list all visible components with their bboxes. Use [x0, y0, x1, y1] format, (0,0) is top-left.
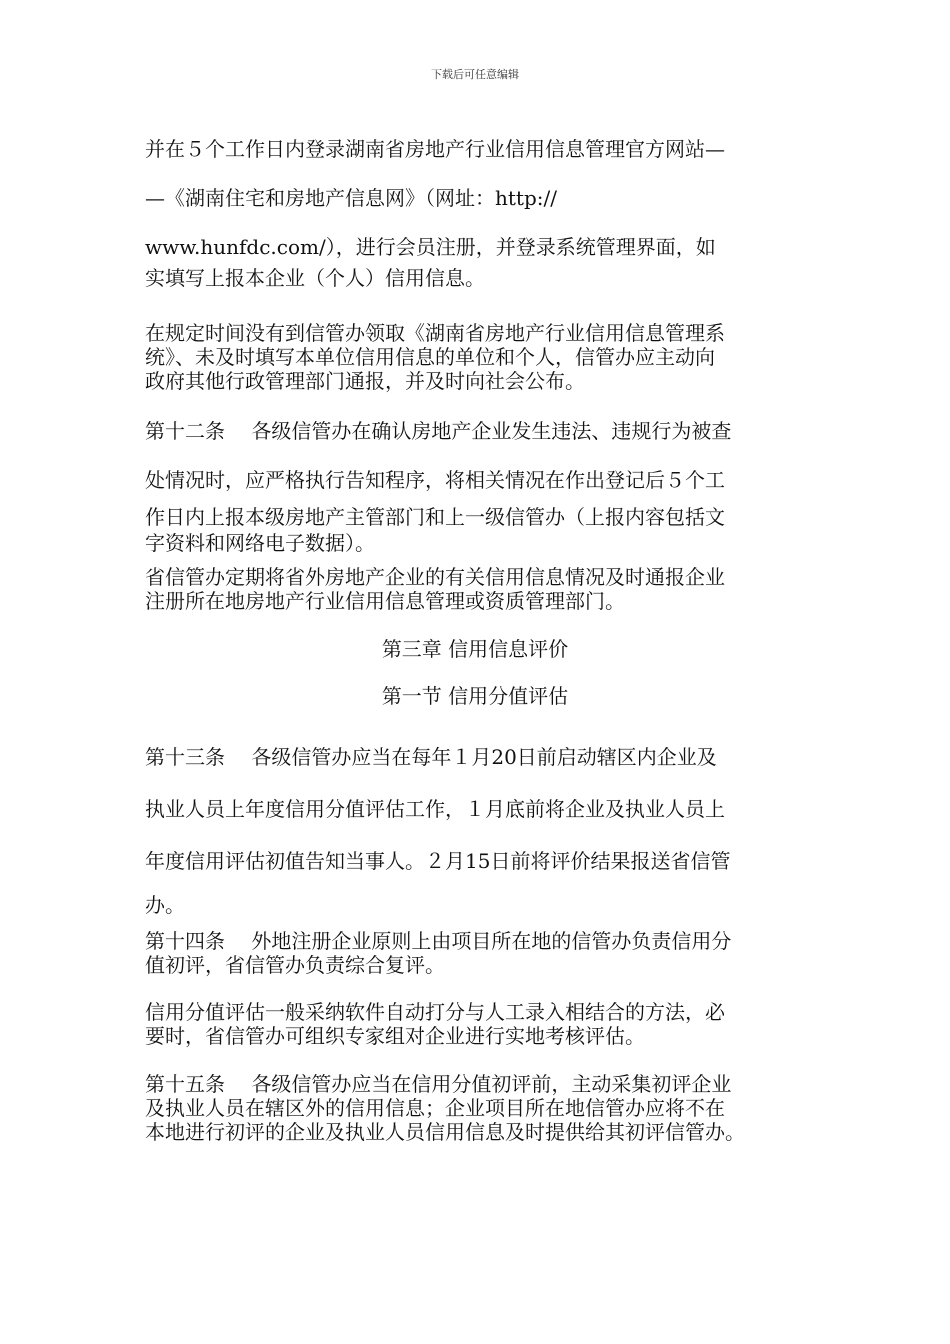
text-line: 省信管办定期将省外房地产企业的有关信用信息情况及时通报企业	[145, 565, 725, 589]
text-line: 年度信用评估初值告知当事人。２月15日前将评价结果报送省信管	[145, 849, 731, 873]
text-line: 政府其他行政管理部门通报，并及时向社会公布。	[145, 369, 585, 393]
text-line: www.hunfdc.com/），进行会员注册，并登录系统管理界面，如	[145, 235, 716, 259]
article-13	[145, 731, 810, 923]
text-line: 第十三条 各级信管办应当在每年１月20日前启动辖区内企业及	[145, 745, 717, 769]
article-15	[145, 1072, 810, 1144]
text-line: 第十二条 各级信管办在确认房地产企业发生违法、违规行为被查	[145, 419, 732, 443]
chapter-heading: 第三章 信用信息评价	[381, 637, 569, 661]
text-line: 作日内上报本级房地产主管部门和上一级信管办（上报内容包括文	[145, 505, 725, 529]
text-line: 执业人员上年度信用分值评估工作，１月底前将企业及执业人员上	[145, 797, 725, 821]
text-line: 本地进行初评的企业及执业人员信用信息及时提供给其初评信管办。	[145, 1120, 745, 1144]
text-line: 统》、未及时填写本单位信用信息的单位和个人，信管办应主动向	[145, 345, 715, 369]
text-line: 注册所在地房地产行业信用信息管理或资质管理部门。	[145, 589, 625, 613]
text-line: 处情况时，应严格执行告知程序，将相关情况在作出登记后５个工	[145, 468, 725, 492]
text-line: 实填写上报本企业（个人）信用信息。	[145, 266, 485, 290]
article-14	[145, 929, 810, 977]
text-line: 第十四条 外地注册企业原则上由项目所在地的信管办负责信用分	[145, 929, 732, 953]
article-12	[145, 407, 810, 555]
text-line: —《湖南住宅和房地产信息网》（网址：http://	[145, 186, 557, 210]
text-line: 字资料和网络电子数据）。	[145, 531, 375, 555]
text-line: 信用分值评估一般采纳软件自动打分与人工录入相结合的方法，必	[145, 1000, 725, 1024]
text-line: 值初评，省信管办负责综合复评。	[145, 953, 445, 977]
page-header: 下载后可任意编辑	[431, 68, 519, 81]
text-line: 要时，省信管办可组织专家组对企业进行实地考核评估。	[145, 1024, 645, 1048]
text-line: 及执业人员在辖区外的信用信息；企业项目所在地信管办应将不在	[145, 1096, 725, 1120]
text-line: 在规定时间没有到信管办领取《湖南省房地产行业信用信息管理系	[145, 321, 725, 345]
text-line: 第十五条 各级信管办应当在信用分值初评前，主动采集初评企业	[145, 1072, 732, 1096]
text-line: 并在５个工作日内登录湖南省房地产行业信用信息管理官方网站—	[145, 137, 725, 161]
paragraph-2	[145, 321, 810, 393]
text-line: 办。	[145, 893, 185, 917]
paragraph-4	[145, 565, 810, 613]
paragraph-9	[145, 1000, 810, 1048]
paragraph-1	[145, 125, 810, 292]
section-heading: 第一节 信用分值评估	[381, 684, 569, 708]
